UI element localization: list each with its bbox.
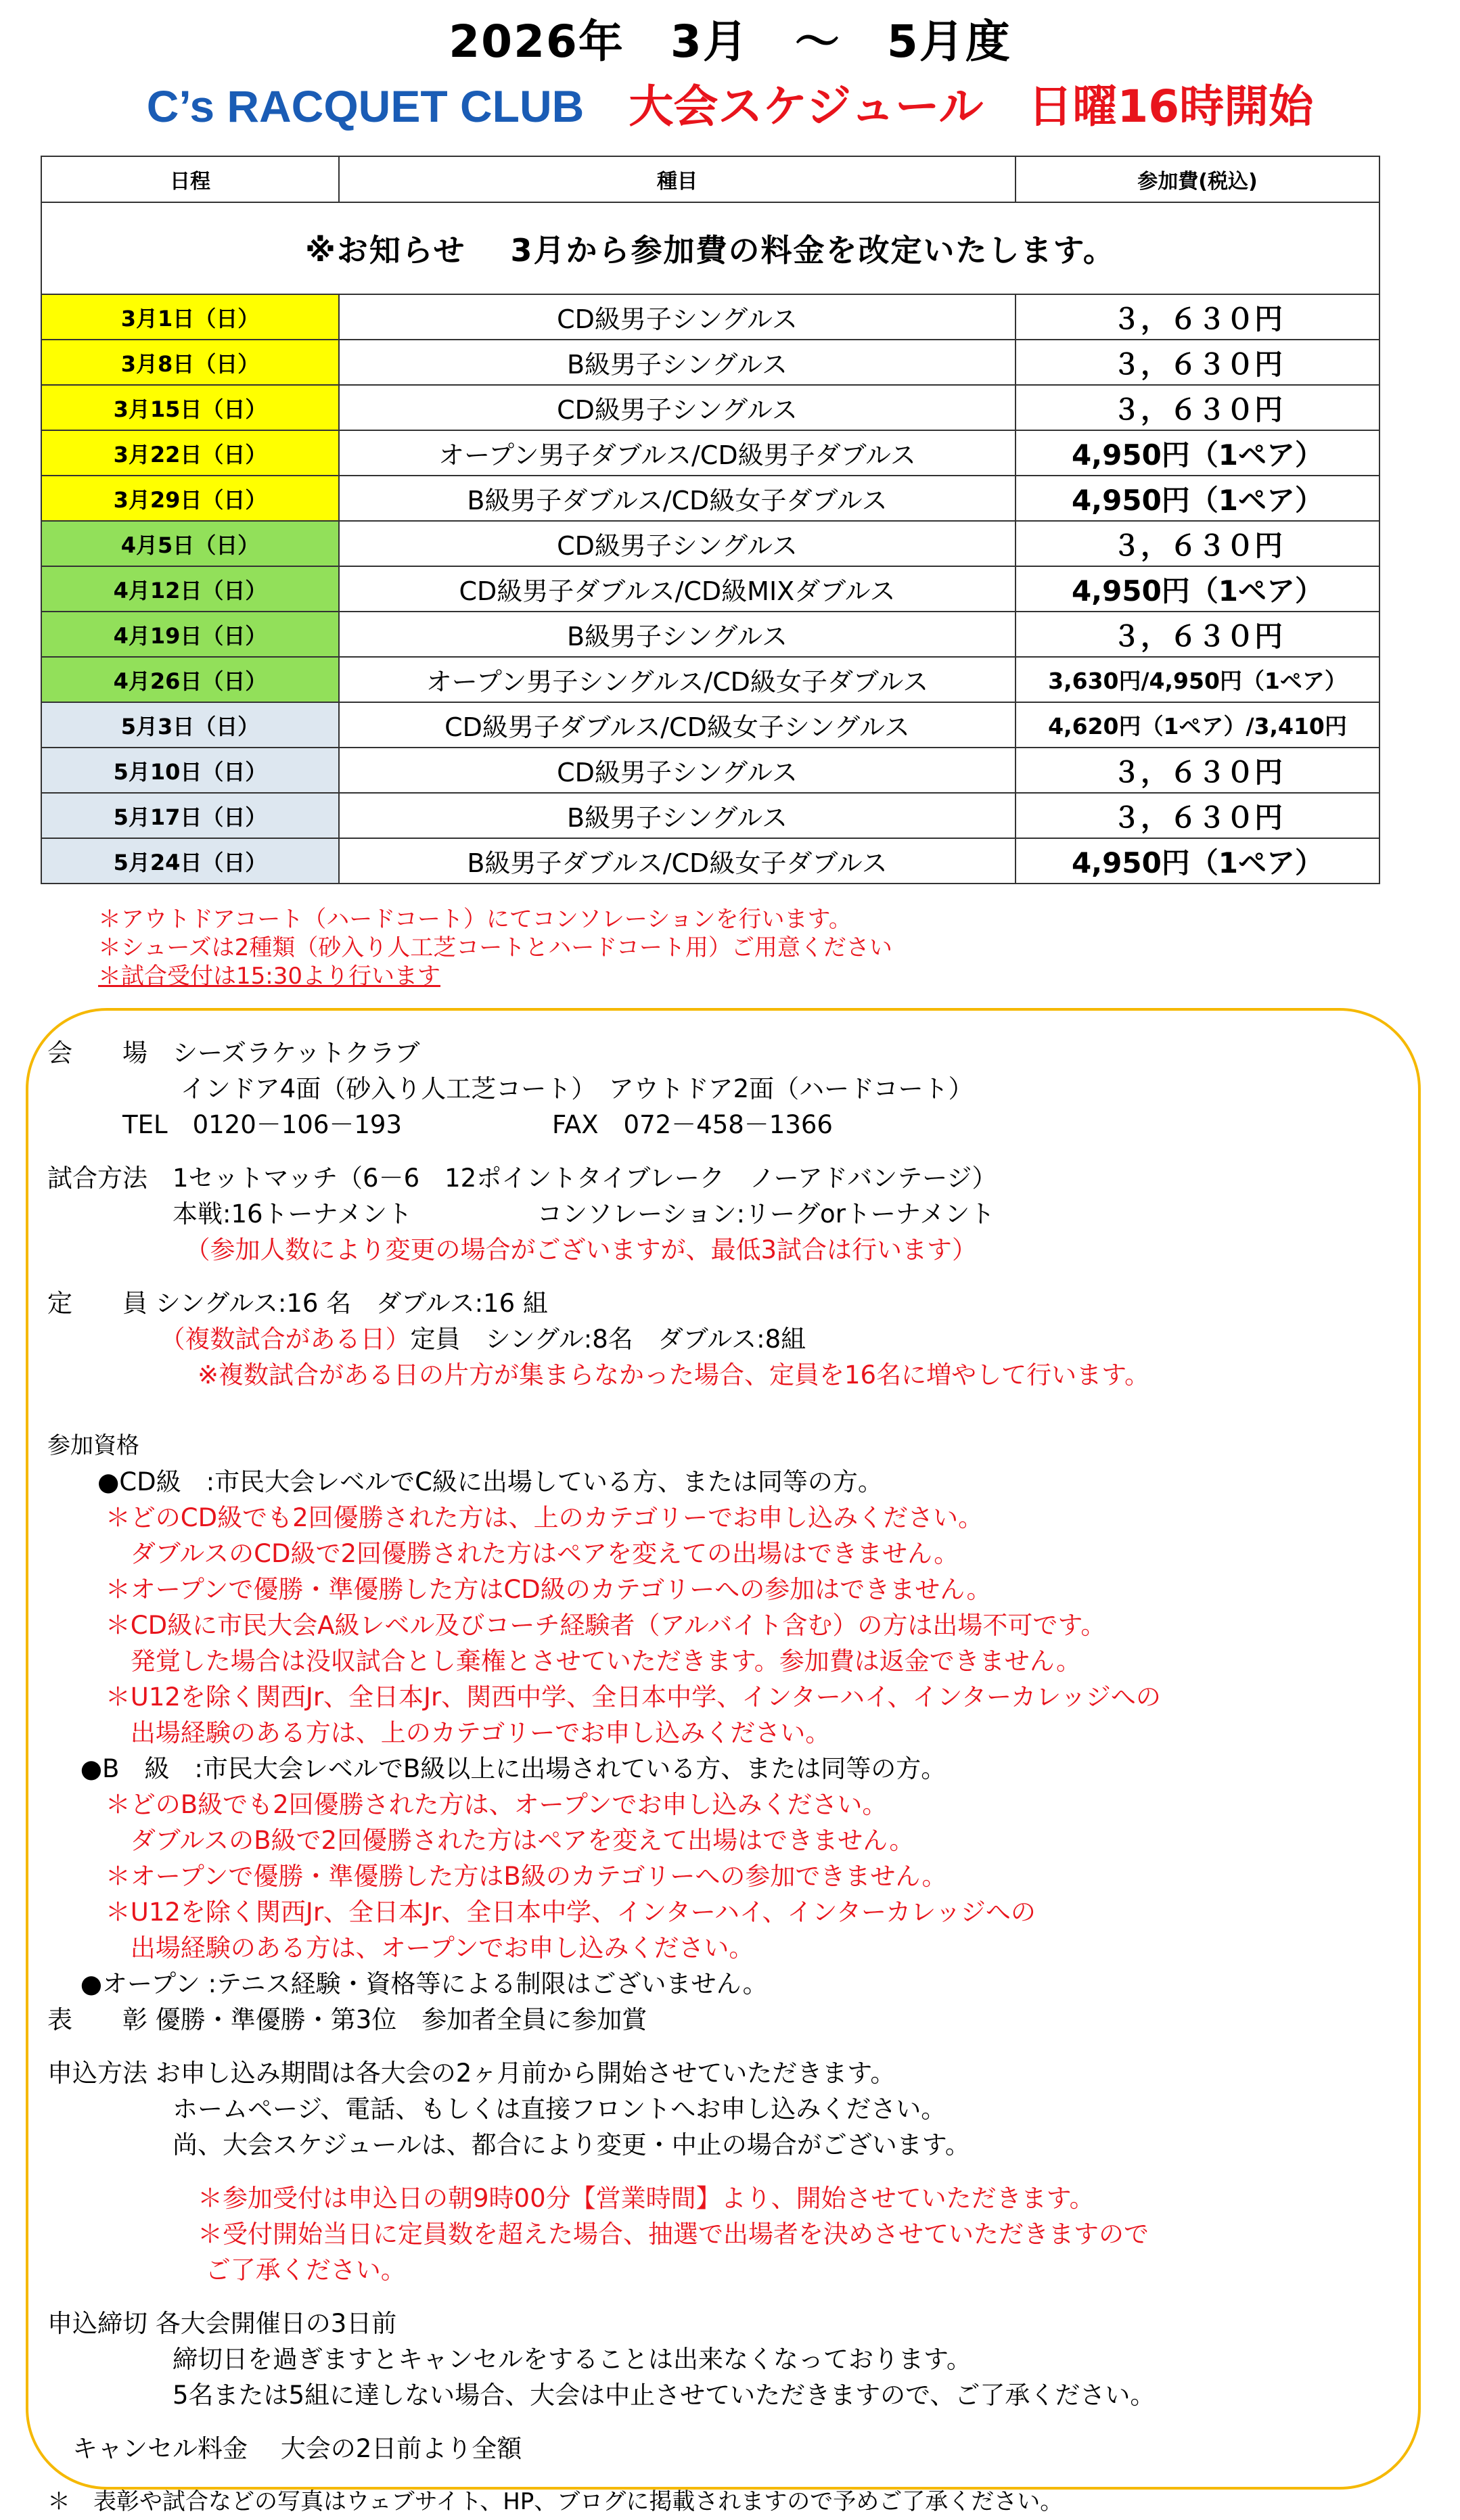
row-date: 5月3日（日） [41, 702, 339, 748]
header-fee: 参加費(税込) [1016, 156, 1379, 202]
table-row [41, 340, 1379, 385]
venue-courts: インドア4面（砂入り人工芝コート） アウトドア2面（ハードコート） [47, 1074, 974, 1103]
row-date: 3月15日（日） [41, 385, 339, 430]
table-row [41, 838, 1379, 884]
header-date: 日程 [41, 156, 339, 202]
method-format: 本戦:16トーナメント コンソレーション:リーグorトーナメント [47, 1199, 995, 1229]
table-row [41, 521, 1379, 566]
row-event: CD級男子ダブルス/CD級女子シングルス [339, 702, 1016, 748]
apply-note: ＊受付開始当日に定員数を超えた場合、抽選で出場者を決めさせていただきますので [47, 2220, 1149, 2249]
method-line: 試合方法 1セットマッチ（6－6 12ポイントタイブレーク ノーアドバンテージ） [47, 1164, 997, 1193]
row-date: 5月17日（日） [41, 793, 339, 838]
row-fee: ３，６３０円 [1016, 521, 1379, 566]
capacity-line: 定 員 シングルス:16 名 ダブルス:16 組 [47, 1289, 548, 1318]
row-fee: ３，６３０円 [1016, 385, 1379, 430]
apply-line: ホームページ、電話、もしくは直接フロントへお申し込みください。 [47, 2094, 946, 2124]
apply-note: ご了承ください。 [47, 2255, 406, 2285]
page-title-period: 2026年 3月 ～ 5月度 [449, 16, 1011, 68]
table-row [41, 385, 1379, 430]
row-event: B級男子シングルス [339, 340, 1016, 385]
photo-note: ＊ 表彰や試合などの写真はウェブサイト、HP、ブログに掲載されますので予めご了承ください。 [47, 2488, 1064, 2515]
row-date: 3月22日（日） [41, 430, 339, 476]
row-date: 3月8日（日） [41, 340, 339, 385]
cd-note: ＊U12を除く関西Jr、全日本Jr、関西中学、全日本中学、インターハイ、インターカレッジへの [47, 1682, 1161, 1712]
note-shoes: ＊シューズは2種類（砂入り人工芝コートとハードコート用）ご用意ください [98, 934, 892, 961]
table-row [41, 748, 1379, 793]
row-fee: ３，６３０円 [1016, 294, 1379, 340]
note-consolation: ＊アウトドアコート（ハードコート）にてコンソレーションを行います。 [98, 906, 852, 933]
row-event: CD級男子シングルス [339, 521, 1016, 566]
venue-contact: TEL 0120－106－193 FAX 072－458－1366 [47, 1110, 833, 1139]
open-level: ●オープン :テニス経験・資格等による制限はございません。 [47, 1969, 768, 1998]
row-date: 5月24日（日） [41, 838, 339, 884]
method-note: （参加人数により変更の場合がございますが、最低3試合は行います） [47, 1235, 978, 1264]
row-event: B級男子ダブルス/CD級女子ダブルス [339, 476, 1016, 521]
schedule-table [41, 156, 1380, 884]
table-row [41, 476, 1379, 521]
cd-level: ●CD級 :市民大会レベルでC級に出場している方、または同等の方。 [47, 1467, 883, 1496]
cancel-fee: キャンセル料金 大会の2日前より全額 [47, 2434, 522, 2463]
apply-note: ＊参加受付は申込日の朝9時00分【営業時間】より、開始させていただきます。 [47, 2184, 1095, 2213]
row-fee: ３，６３０円 [1016, 793, 1379, 838]
row-fee: ３，６３０円 [1016, 612, 1379, 657]
table-row [41, 657, 1379, 702]
page-title [0, 70, 1460, 135]
fee-notice: ※お知らせ 3月から参加費の料金を改定いたします。 [41, 202, 1379, 294]
table-row [41, 294, 1379, 340]
qualification-title: 参加資格 [47, 1432, 139, 1459]
venue-line: 会 場 シーズラケットクラブ [47, 1038, 420, 1068]
b-note: ＊U12を除く関西Jr、全日本Jr、全日本中学、インターハイ、インターカレッジへの [47, 1898, 1036, 1927]
table-row [41, 566, 1379, 612]
cd-note: ダブルスのCD級で2回優勝された方はペアを変えての出場はできません。 [47, 1539, 959, 1568]
row-event: B級男子ダブルス/CD級女子ダブルス [339, 838, 1016, 884]
row-date: 3月1日（日） [41, 294, 339, 340]
cd-note: ＊CD級に市民大会A級レベル及びコーチ経験者（アルバイト含む）の方は出場不可です。 [47, 1611, 1106, 1640]
apply-line: 申込方法 お申し込み期間は各大会の2ヶ月前から開始させていただきます。 [47, 2059, 896, 2088]
capacity-multi [47, 1321, 1400, 1357]
row-fee: ３，６３０円 [1016, 748, 1379, 793]
deadline-line: 5名または5組に達しない場合、大会は中止させていただきますので、ご了承ください。 [47, 2381, 1156, 2410]
cd-note: 発覚した場合は没収試合とし棄権とさせていただきます。参加費は返金できません。 [47, 1647, 1082, 1676]
club-name: C’s RACQUET CLUB [146, 81, 585, 131]
row-date: 4月19日（日） [41, 612, 339, 657]
b-note: ＊オープンで優勝・準優勝した方はB級のカテゴリーへの参加できません。 [47, 1862, 947, 1891]
row-event: B級男子シングルス [339, 793, 1016, 838]
table-row [41, 702, 1379, 748]
capacity-multi-value: 定員 シングル:8名 ダブルス:8組 [410, 1325, 806, 1354]
cd-note: ＊どのCD級でも2回優勝された方は、上のカテゴリーでお申し込みください。 [47, 1503, 984, 1532]
row-date: 4月26日（日） [41, 657, 339, 702]
row-event: CD級男子シングルス [339, 294, 1016, 340]
award-line: 表 彰 優勝・準優勝・第3位 参加者全員に参加賞 [47, 2005, 647, 2034]
b-note: 出場経験のある方は、オープンでお申し込みください。 [47, 1933, 754, 1963]
row-fee: 4,950円（1ペア） [1016, 566, 1379, 612]
row-event: CD級男子シングルス [339, 385, 1016, 430]
row-date: 5月10日（日） [41, 748, 339, 793]
table-row [41, 612, 1379, 657]
note-reception: ＊試合受付は15:30より行います [98, 963, 440, 990]
b-level: ●B 級 :市民大会レベルでB級以上に出場されている方、または同等の方。 [47, 1754, 946, 1783]
apply-line: 尚、大会スケジュールは、都合により変更・中止の場合がございます。 [47, 2130, 970, 2159]
header-event: 種目 [339, 156, 1016, 202]
row-fee: 4,950円（1ペア） [1016, 476, 1379, 521]
deadline-line: 申込締切 各大会開催日の3日前 [47, 2309, 397, 2338]
schedule-notes [98, 905, 892, 990]
schedule-title: 大会スケジュール 日曜16時開始 [629, 81, 1314, 133]
row-fee: ３，６３０円 [1016, 340, 1379, 385]
row-fee: 4,950円（1ペア） [1016, 430, 1379, 476]
deadline-line: 締切日を過ぎますとキャンセルをすることは出来なくなっております。 [47, 2345, 972, 2374]
b-note: ダブルスのB級で2回優勝された方はペアを変えて出場はできません。 [47, 1826, 915, 1855]
row-event: B級男子シングルス [339, 612, 1016, 657]
cd-note: ＊オープンで優勝・準優勝した方はCD級のカテゴリーへの参加はできません。 [47, 1575, 992, 1604]
capacity-note: ※複数試合がある日の片方が集まらなかった場合、定員を16名に増やして行います。 [47, 1360, 1150, 1390]
row-event: CD級男子ダブルス/CD級MIXダブルス [339, 566, 1016, 612]
row-date: 4月5日（日） [41, 521, 339, 566]
cd-note: 出場経験のある方は、上のカテゴリーでお申し込みください。 [47, 1718, 831, 1747]
tournament-info [47, 1035, 1400, 2520]
row-fee: 4,950円（1ペア） [1016, 838, 1379, 884]
table-row [41, 430, 1379, 476]
row-date: 4月12日（日） [41, 566, 339, 612]
b-note: ＊どのB級でも2回優勝された方は、オープンでお申し込みください。 [47, 1790, 888, 1819]
table-row [41, 793, 1379, 838]
row-event: オープン男子シングルス/CD級女子ダブルス [339, 657, 1016, 702]
row-fee: 3,630円/4,950円（1ペア） [1016, 657, 1379, 702]
row-event: CD級男子シングルス [339, 748, 1016, 793]
capacity-multi-label: （複数試合がある日） [47, 1325, 411, 1354]
row-fee: 4,620円（1ペア）/3,410円 [1016, 702, 1379, 748]
row-event: オープン男子ダブルス/CD級男子ダブルス [339, 430, 1016, 476]
row-date: 3月29日（日） [41, 476, 339, 521]
